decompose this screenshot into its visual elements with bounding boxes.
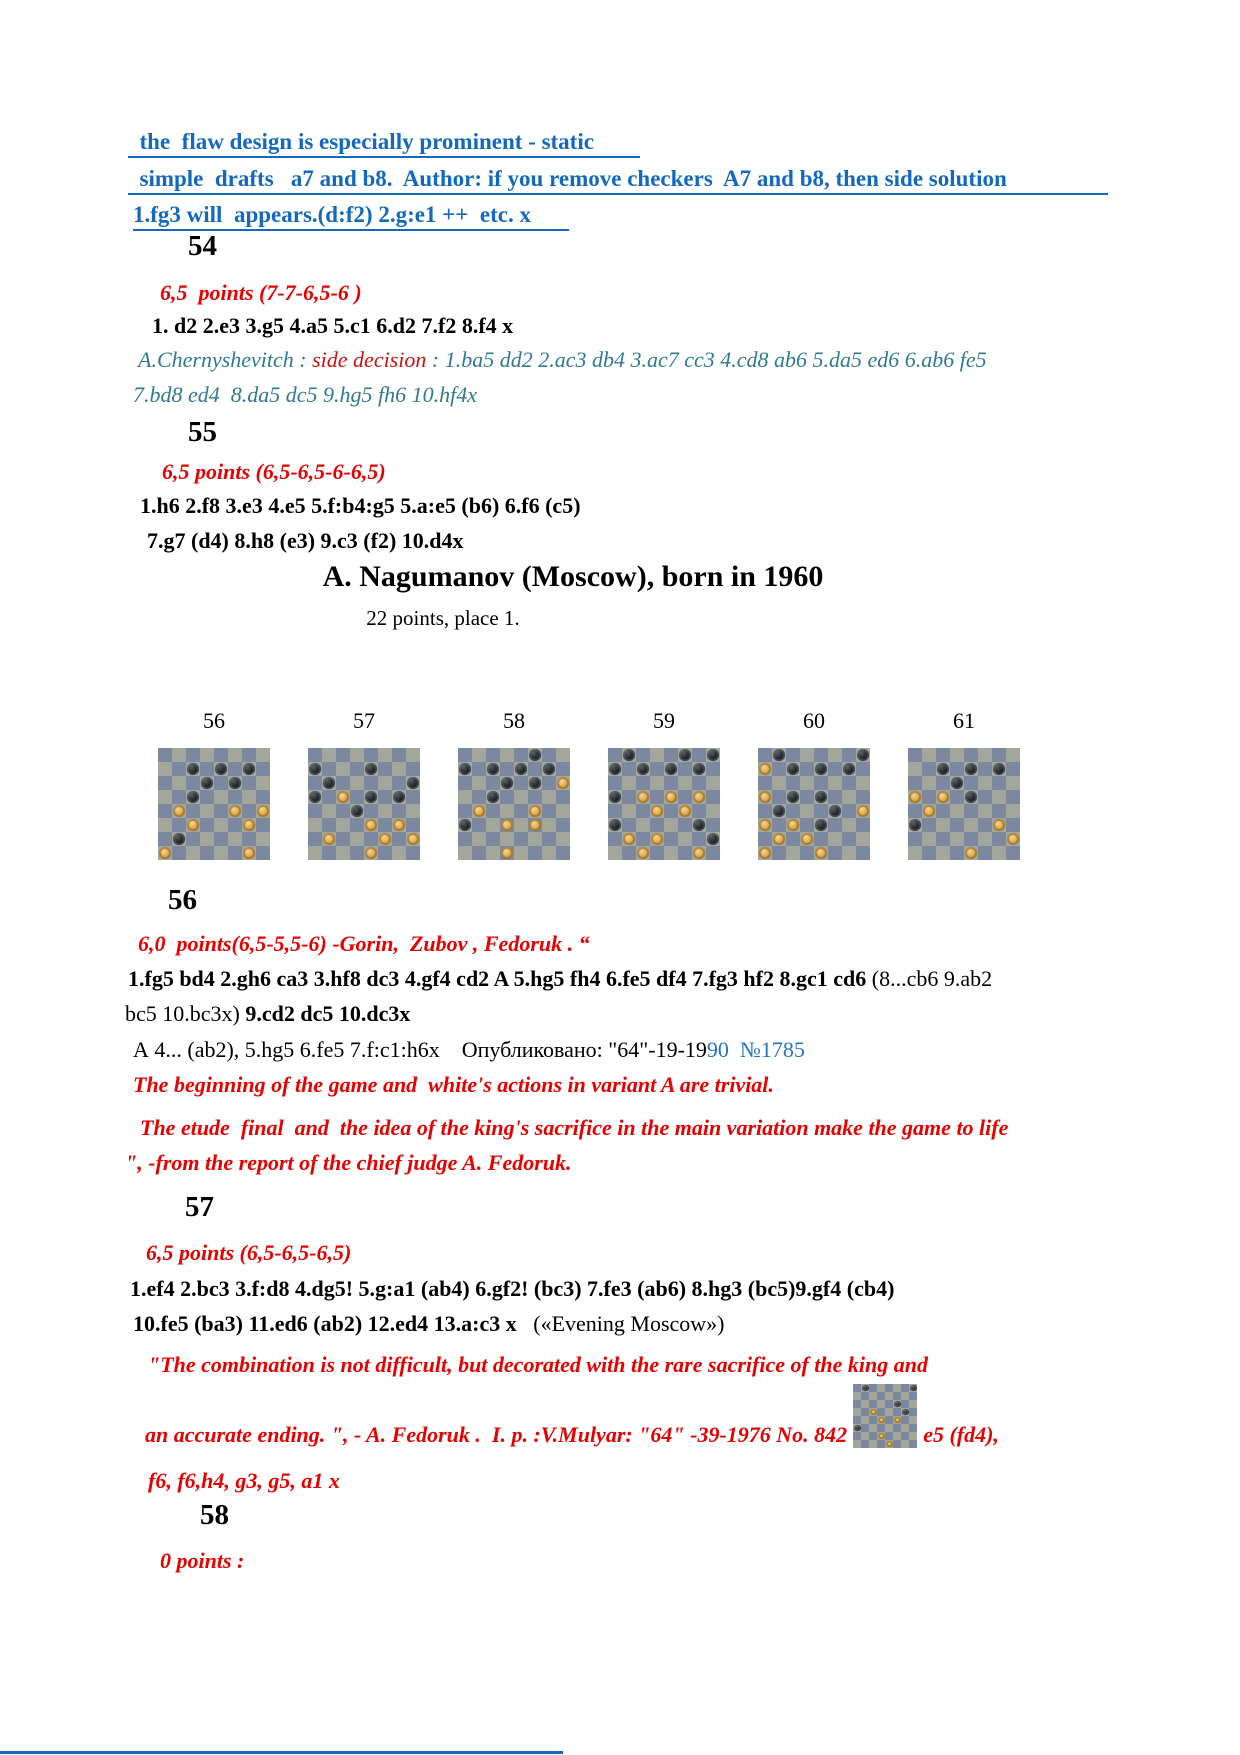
problem-56-number: 56 (168, 884, 197, 916)
problem-56-moves-1 (128, 966, 992, 992)
problem-56-points: 6,0 points(6,5-5,5-6) -Gorin, Zubov , Fedoruk . “ (138, 931, 590, 956)
header-line-1 (128, 129, 640, 158)
page-bottom-rule (0, 1751, 563, 1754)
header-line-3 (133, 202, 569, 231)
problem-57-quote-1: "The combination is not difficult, but decorated with the rare sacrifice of the king and (148, 1352, 929, 1377)
board-59-diagram (608, 748, 720, 860)
problem-56-moves-2 (125, 1001, 410, 1027)
board-56-diagram (158, 748, 270, 860)
problem-56-judge-comment-1: The beginning of the game and white's actions in variant A are trivial. (133, 1072, 774, 1097)
problem-58-number: 58 (200, 1499, 229, 1531)
board-label-60: 60 (803, 708, 825, 733)
board-label-59: 59 (653, 708, 675, 733)
problem-55-number: 55 (188, 416, 217, 448)
variant-text: А 4... (ab2), 5.hg5 6.fe5 7.f:c1:h6x Опубликовано: "64"-19-19 (133, 1037, 707, 1062)
board-label-58: 58 (503, 708, 525, 733)
problem-57-quote-3: f6, f6,h4, g3, g5, a1 x (148, 1468, 340, 1493)
problem-57-moves-1: 1.ef4 2.bc3 3.f:d8 4.dg5! 5.g:a1 (ab4) 6.gf2! (bc3) 7.fe3 (ab6) 8.hg3 (bc5)9.gf4 (cb4) (130, 1276, 895, 1301)
header-line-1-text: the flaw design is especially prominent - static (128, 129, 640, 158)
problem-54-number: 54 (188, 230, 217, 262)
source-note: («Evening Moscow») (516, 1311, 725, 1336)
section-title: A. Nagumanov (Moscow), born in 1960 (322, 560, 824, 593)
note-author: A.Chernyshevitch : (138, 347, 313, 372)
moves-main: 1.fg5 bd4 2.gh6 ca3 3.hf8 dc3 4.gf4 cd2 A 5.hg5 fh4 6.fe5 df4 7.fg3 hf2 8.gc1 cd6 (128, 966, 872, 991)
problem-54-moves: 1. d2 2.e3 3.g5 4.a5 5.c1 6.d2 7.f2 8.f4 x (152, 313, 514, 338)
header-line-2 (128, 166, 1108, 195)
board-label-61: 61 (953, 708, 975, 733)
header-line-3-text: 1.fg3 will appears.(d:f2) 2.g:e1 ++ etc. x (133, 202, 569, 231)
header-line-2-text: simple drafts a7 and b8. Author: if you remove checkers A7 and b8, then side solution (128, 166, 1108, 195)
quote-text-before-board: an accurate ending. ", - A. Fedoruk . I. p. :V.Mulyar: "64" -39-1976 No. 842 (145, 1422, 848, 1447)
moves-main-cont: 9.cd2 dc5 10.dc3x (245, 1001, 411, 1026)
problem-58-points: 0 points : (160, 1548, 245, 1573)
note-moves: : 1.ba5 dd2 2.ac3 db4 3.ac7 cc3 4.cd8 ab6 5.da5 ed6 6.ab6 fe5 (426, 347, 987, 372)
problem-57-quote-2 (145, 1384, 999, 1448)
board-label-56: 56 (203, 708, 225, 733)
board-61-diagram (908, 748, 1020, 860)
moves-variation-cont: bc5 10.bc3x) (125, 1001, 246, 1026)
board-60-diagram (758, 748, 870, 860)
problem-54-note-line-1 (138, 347, 987, 373)
inline-mini-board-diagram (853, 1384, 917, 1448)
moves-variation: (8...cb6 9.ab2 (871, 966, 993, 991)
section-subtitle: 22 points, place 1. (366, 606, 520, 630)
board-label-57: 57 (353, 708, 375, 733)
problem-54-points: 6,5 points (7-7-6,5-6 ) (160, 280, 362, 305)
quote-text-after-board: e5 (fd4), (923, 1422, 999, 1447)
problem-57-moves-2 (133, 1311, 725, 1337)
moves-main: 10.fe5 (ba3) 11.ed6 (ab2) 12.ed4 13.a:c3 x (133, 1311, 517, 1336)
problem-57-number: 57 (185, 1191, 214, 1223)
problem-55-moves-2: 7.g7 (d4) 8.h8 (e3) 9.c3 (f2) 10.d4x (147, 528, 464, 553)
problem-57-points: 6,5 points (6,5-6,5-6,5) (146, 1240, 352, 1265)
problem-55-moves-1: 1.h6 2.f8 3.e3 4.e5 5.f:b4:g5 5.a:e5 (b6) 6.f6 (c5) (140, 493, 581, 518)
problem-56-judge-comment-3: ", -from the report of the chief judge A. Fedoruk. (125, 1150, 572, 1175)
problem-54-note-line-2: 7.bd8 ed4 8.da5 dc5 9.hg5 fh6 10.hf4x (133, 382, 478, 407)
note-side-decision: side decision (312, 347, 427, 372)
problem-56-variant-line (133, 1037, 805, 1063)
board-58-diagram (458, 748, 570, 860)
board-57-diagram (308, 748, 420, 860)
publication-ref: 90 №1785 (706, 1037, 805, 1062)
problem-56-judge-comment-2: The etude final and the idea of the king's sacrifice in the main variation make the game to life (140, 1115, 1009, 1140)
problem-55-points: 6,5 points (6,5-6,5-6-6,5) (162, 459, 386, 484)
